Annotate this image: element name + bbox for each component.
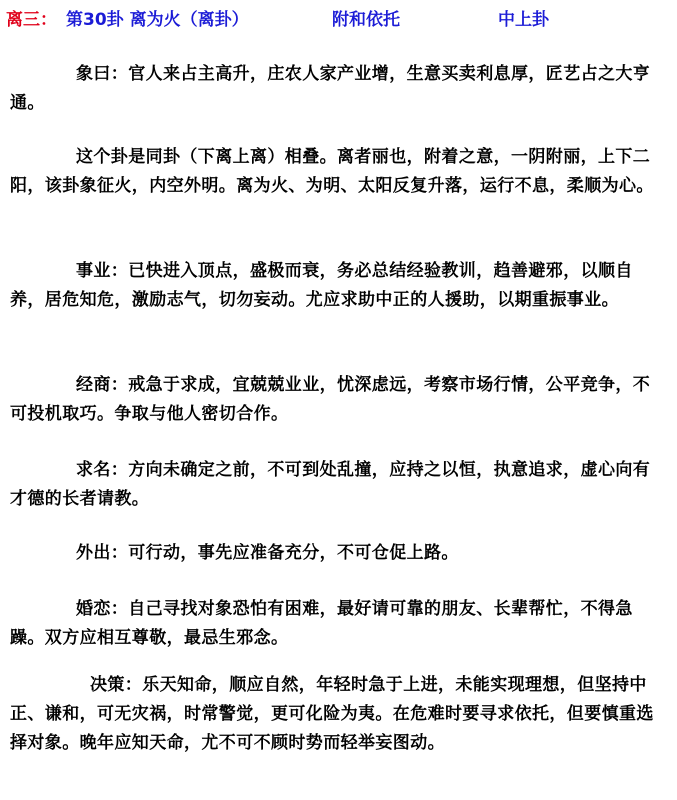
paragraph-label: 求名： (76, 460, 129, 480)
paragraph-xiang-yue (10, 60, 664, 118)
paragraph-text: 官人来占主高升，庄农人家产业增，生意买卖利息厚，匠艺占之大亨通。 (10, 64, 651, 113)
paragraph-fame (10, 456, 664, 514)
hexagram-grade: 中上卦 (498, 10, 549, 30)
paragraph-text: 乐天知命，顺应自然，年轻时急于上进，未能实现理想，但坚持中正、谦和，可无灾祸，时常警觉，更可化险为夷。在危难时要寻求依托，但要慎重选择对象。晚年应知天命，尤不可不顾时势而轻举妄图动。 (10, 675, 654, 753)
paragraph-career (10, 257, 664, 315)
paragraph-text: 已快进入顶点，盛极而衰，务必总结经验教训，趋善避邪，以顺自养，居危知危，激励志气，切勿妄动。尤应求助中正的人援助，以期重振事业。 (10, 261, 633, 310)
paragraph-romance (10, 595, 664, 653)
paragraph-label: 事业： (76, 261, 129, 281)
paragraph-label: 婚恋： (76, 599, 129, 619)
paragraph-business (10, 371, 664, 429)
hexagram-meaning: 附和依托 (332, 10, 400, 30)
paragraph-travel (10, 539, 664, 568)
paragraph-text: 可行动，事先应准备充分，不可仓促上路。 (128, 543, 459, 563)
paragraph-label: 象曰： (76, 64, 129, 84)
paragraph-decision (10, 671, 664, 758)
hexagram-title: 第30卦 离为火（离卦） (66, 10, 249, 30)
paragraph-text: 这个卦是同卦（下离上离）相叠。离者丽也，附着之意，一阴附丽，上下二阳，该卦象征火，内空外明。离为火、为明、太阳反复升落，运行不息，柔顺为心。 (10, 147, 654, 196)
paragraph-text: 自己寻找对象恐怕有困难，最好请可靠的朋友、长辈帮忙，不得急躁。双方应相互尊敬，最忌生邪念。 (10, 599, 633, 648)
paragraph-label: 外出： (76, 543, 129, 563)
paragraph-label: 决策： (90, 675, 143, 695)
paragraph-overview (10, 143, 664, 201)
paragraph-label: 经商： (76, 375, 129, 395)
paragraph-text: 戒急于求成，宜兢兢业业，忧深虑远，考察市场行情，公平竞争，不可投机取巧。争取与他人密切合作。 (10, 375, 651, 424)
paragraph-text: 方向未确定之前，不可到处乱撞，应持之以恒，执意追求，虚心向有才德的长者请教。 (10, 460, 651, 509)
hexagram-prefix: 离三： (6, 10, 57, 30)
